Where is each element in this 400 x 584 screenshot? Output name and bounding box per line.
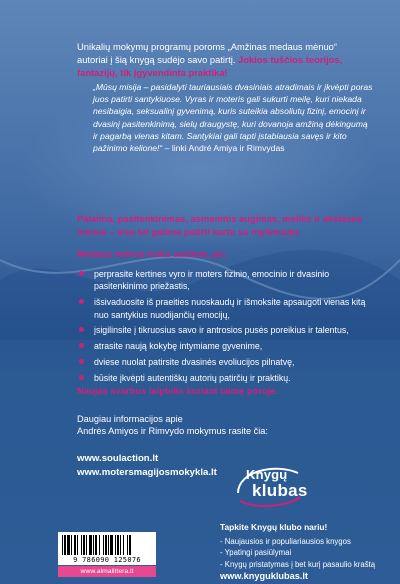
tagline: Naujas svarbus laiptelis kuriant laimę poroje. [77, 385, 279, 396]
website-links [77, 452, 217, 479]
author-quote [93, 81, 373, 154]
info-text [77, 413, 369, 438]
bullet-icon [79, 327, 84, 332]
list-heading: Medaus mėnuo truks amžinai, jei: [77, 248, 227, 259]
club-title: Tapkite Knygų klubo nariu! [220, 522, 328, 532]
logo-line-2: klubas [252, 481, 308, 500]
list-item: dviese nuolat patirsite dvasinės evoliucijos pilnatvę, [77, 356, 369, 368]
list-item: - Ypatingi pasiūlymai [220, 548, 292, 558]
barcode-icon [62, 535, 152, 555]
quote-signature: – linki André Amiya ir Rimvydas [164, 143, 285, 154]
knygu-klubas-logo [236, 463, 308, 509]
bullet-icon [79, 343, 84, 348]
list-item: atrasite naują kokybę intymiame gyvenime, [77, 340, 369, 352]
list-item: - Knygų pristatymas į bet kurį pasaulio kraštą [220, 559, 376, 569]
publisher-site[interactable]: www.almalittera.lt [58, 566, 156, 577]
club-site-link[interactable]: www.knyguklubas.lt [220, 571, 308, 581]
logo-line-1: Knygų [246, 467, 288, 482]
bullet-icon [79, 375, 84, 380]
quote-text: „Mūsų misija – pasidalyti tauriausiais dvasiniais atradimais ir įkvėpti poras juos patirti santykiuose. Vyras ir moteris gali sukurti meilę, kuri niekada nesibaigia, seksualinį gyvenimą, kuris suteikia absoliutų fizinį, emocinį ir dvasinį pasitenkinimą, sielų draugystę, kuri dovanoja amžiną dėkingumą ir pagarbą vienas kitam. Santykiai gali tapti įstabiausia savęs ir kito pažinimo kelione!“ [93, 82, 373, 154]
bullet-icon [79, 299, 84, 304]
intro-text: Unikalių mokymų programų poroms „Amžinas medaus mėnuo“ autoriai į šią knygą sudėjo savo patirtį. [77, 41, 337, 65]
summary-text: Palaima, pasitenkinimas, asmeninis augimas, meilės ir ekstazės menas – visa tai galima patirti kartu su mylimuoju. [77, 213, 363, 237]
list-item: - Naujausios ir populiariausios knygos [220, 537, 351, 546]
club-benefits-list [220, 536, 375, 570]
list-item: būsite įkvėpti autentiškų autorių patirčių ir praktikų. [77, 372, 369, 384]
list-item: perprasite kertines vyro ir moters fizinio, emocinio ir dvasinio pasitenkinimo priežastis, [77, 268, 369, 293]
list-item: įsigilinsite į tikruosius savo ir antrosios pusės poreikius ir talentus, [77, 324, 369, 336]
bullet-icon [79, 359, 84, 364]
intro-highlight: Jokios tuščios teorijos, fantazijų, tik įgyvendinta praktika! [77, 54, 343, 78]
benefits-list [77, 268, 369, 388]
bullet-icon [79, 271, 84, 276]
info-line-2: Andrės Amiyos ir Rimvydo mokymus rasite čia: [77, 426, 268, 437]
list-item: išsivaduosite iš praeities nuoskaudų ir išmoksite apsaugoti vienas kitą nuo santykius nuodijančių emocijų, [77, 296, 369, 321]
info-line-1: Daugiau informacijos apie [77, 414, 183, 424]
link-soulaction[interactable]: www.soulaction.lt [77, 453, 159, 464]
isbn-barcode [58, 532, 156, 565]
intro-paragraph [77, 40, 367, 79]
barcode-number: 9 786090 125076 [73, 556, 141, 564]
link-motersmagija[interactable]: www.motersmagijosmokykla.lt [77, 466, 217, 478]
